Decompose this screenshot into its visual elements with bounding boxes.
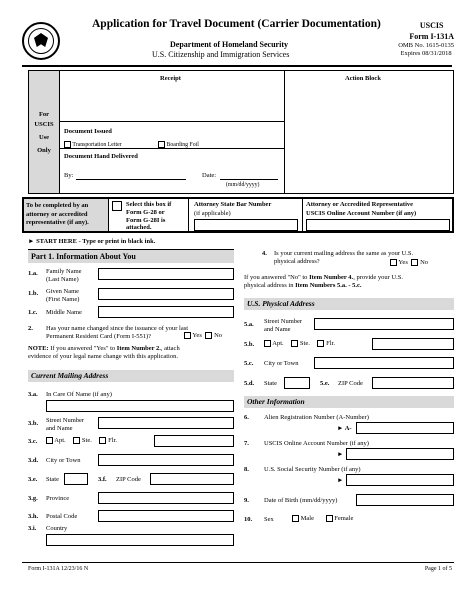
physical-city-input[interactable] — [314, 357, 454, 369]
q1b-number: 1.b. — [28, 290, 39, 297]
side-only: Only — [37, 147, 51, 154]
omb-block — [398, 42, 454, 58]
g28-line-4: attached. — [126, 224, 152, 232]
mailing-street-label — [46, 417, 84, 432]
middle-name-label: Middle Name — [46, 309, 82, 316]
sex-female-label: Female — [334, 515, 354, 522]
bar-number-line-1: Attorney State Bar Number — [194, 201, 272, 208]
q1c-number: 1.c. — [28, 309, 38, 316]
physical-heading: U.S. Physical Address — [247, 299, 315, 308]
page-number: Page 1 of 5 — [424, 566, 452, 572]
q3g-number: 3.g. — [28, 495, 38, 502]
document-issued-label: Document Issued — [64, 128, 112, 135]
sex-female-checkbox[interactable] — [326, 515, 333, 522]
q3i-number: 3.i. — [28, 525, 37, 532]
expiration-date: Expires 08/31/2018 — [400, 50, 452, 57]
given-name-input[interactable] — [98, 288, 234, 300]
mailing-apt-label: Apt. — [54, 437, 66, 444]
sex-label: Sex — [264, 516, 274, 523]
mailing-postal-code-label: Postal Code — [46, 513, 78, 520]
q10-number: 10. — [244, 516, 253, 523]
same-address-line-1: Is your current mailing address the same as your U.S. — [274, 250, 414, 257]
other-heading: Other Information — [247, 397, 305, 406]
form-edition: Form I-131A 12/23/16 N — [28, 566, 89, 572]
physical-city-label: City or Town — [264, 360, 299, 367]
q4-number: 4. — [262, 250, 267, 257]
name-change-yes-label: Yes — [192, 332, 202, 339]
footer-rule — [22, 562, 454, 563]
note-text-3: evidence of your legal name change with this application. — [28, 352, 178, 360]
divider — [108, 199, 109, 231]
a-number-label: Alien Registration Number (A-Number) — [264, 414, 369, 421]
mailing-street-line-2: and Name — [46, 424, 73, 432]
transportation-letter-label: Transportation Letter — [72, 141, 122, 148]
sex-male-checkbox[interactable] — [292, 515, 299, 522]
care-of-label: In Care Of Name (if any) — [46, 391, 112, 398]
by-label: By: — [64, 172, 74, 179]
boarding-foil-checkbox[interactable] — [158, 141, 165, 148]
completed-by-line-1: To be completed by an — [26, 202, 89, 209]
mailing-country-label: Country — [46, 525, 68, 532]
mailing-city-input[interactable] — [98, 454, 234, 466]
q4-note-text-2: , provide your U.S. — [353, 274, 404, 281]
given-name-line-1: Given Name — [46, 288, 80, 295]
same-address-yes-checkbox[interactable] — [390, 259, 397, 266]
receipt-label: Receipt — [160, 75, 181, 82]
physical-state-label: State — [264, 380, 277, 387]
divider — [59, 70, 60, 194]
arrow-right-icon: ► — [337, 477, 344, 484]
bar-number-label — [194, 201, 271, 218]
header-rule — [22, 65, 452, 67]
note-text-1: If you answered "Yes" to — [48, 345, 117, 352]
same-address-options — [390, 259, 428, 267]
physical-street-label — [264, 318, 302, 333]
physical-ste-checkbox[interactable] — [291, 340, 298, 347]
mailing-state-select[interactable] — [64, 473, 88, 485]
physical-unit-input[interactable] — [372, 338, 454, 350]
side-use: Use — [38, 134, 50, 141]
completed-by-line-3: representative (if any). — [26, 219, 89, 226]
ssn-label: U.S. Social Security Number (if any) — [264, 466, 361, 473]
arrow-right-icon: ► — [337, 451, 344, 458]
form-title: Application for Travel Document (Carrier Documentation) — [92, 18, 381, 30]
action-block-label: Action Block — [345, 75, 381, 82]
q4-note-text-3: physical address in — [244, 281, 296, 289]
physical-street-line-2: and Name — [264, 325, 291, 333]
q4-note-item: Item Number 4. — [309, 274, 354, 281]
mailing-street-input[interactable] — [98, 417, 234, 429]
family-name-line-1: Family Name — [46, 268, 82, 275]
given-name-label — [46, 288, 79, 303]
q5e-number: 5.e. — [320, 380, 330, 387]
q1a-number: 1.a. — [28, 270, 38, 277]
physical-ste-label: Ste. — [299, 340, 310, 347]
q3h-number: 3.h. — [28, 513, 39, 520]
boarding-foil-option[interactable] — [158, 141, 199, 148]
q3a-number: 3.a. — [28, 391, 38, 398]
agency-name: U.S. Citizenship and Immigration Services — [152, 50, 290, 59]
divider — [284, 70, 285, 194]
mailing-zip-label: ZIP Code — [116, 476, 141, 483]
rep-account-line-1: Attorney or Accredited Representative — [306, 201, 414, 208]
name-change-line-1: Has your name changed since the issuance of your last — [46, 325, 189, 332]
mailing-unit-input[interactable] — [154, 435, 234, 447]
divider — [59, 148, 284, 149]
ssn-input[interactable] — [346, 474, 454, 486]
divider — [188, 199, 189, 231]
physical-flr-checkbox[interactable] — [317, 340, 324, 347]
by-line[interactable] — [76, 179, 186, 180]
q4-note-text-1: If you answered "No" to — [244, 274, 310, 281]
divider — [59, 121, 284, 122]
family-name-line-2: (Last Name) — [46, 275, 79, 283]
name-change-yes-checkbox[interactable] — [184, 332, 191, 339]
note-text-2: , attach — [160, 345, 180, 352]
q3b-number: 3.b. — [28, 420, 39, 427]
q3f-number: 3.f. — [98, 476, 107, 483]
q6-number: 6. — [244, 414, 249, 421]
mailing-apt-checkbox[interactable] — [46, 437, 53, 444]
q5b-number: 5.b. — [244, 341, 255, 348]
q3c-number: 3.c. — [28, 438, 38, 445]
q3e-number: 3.e. — [28, 476, 38, 483]
bar-number-line-2: (if applicable) — [194, 209, 231, 217]
q2-number: 2. — [28, 325, 33, 332]
q5c-number: 5.c. — [244, 360, 254, 367]
mailing-street-line-1: Street Number — [46, 417, 85, 424]
q4-note-items: Item Numbers 5.a. - 5.c. — [295, 281, 362, 289]
side-for: For — [38, 111, 50, 118]
a-number-input[interactable] — [356, 422, 454, 434]
sex-options — [292, 515, 353, 523]
same-address-line-2: physical address? — [274, 257, 320, 265]
transportation-letter-option[interactable] — [64, 141, 122, 148]
start-here-text: START HERE - Type or print in black ink. — [36, 238, 156, 245]
q5d-number: 5.d. — [244, 380, 255, 387]
same-address-no-label: No — [420, 259, 429, 266]
same-address-yes-label: Yes — [398, 259, 408, 266]
transportation-letter-checkbox[interactable] — [64, 141, 71, 148]
date-of-birth-label: Date of Birth (mm/dd/yyyy) — [264, 497, 338, 504]
note-label: NOTE: — [28, 345, 49, 352]
mailing-unit-type — [46, 437, 117, 445]
note-item-ref: Item Number 2. — [116, 345, 161, 352]
q7-number: 7. — [244, 440, 249, 447]
completed-by-line-2: attorney or accredited — [26, 210, 88, 218]
date-label: Date: — [202, 172, 217, 179]
physical-unit-type — [264, 340, 335, 348]
g28-line-2: Form G-28 or — [126, 208, 165, 216]
side-uscis: USCIS — [34, 121, 54, 128]
uscis-use-sidebar — [29, 71, 59, 193]
name-change-line-2: Permanent Resident Card (Form I-551)? — [46, 332, 152, 340]
divider — [28, 249, 234, 250]
physical-apt-checkbox[interactable] — [264, 340, 271, 347]
start-here — [28, 238, 155, 245]
name-change-note — [28, 345, 238, 360]
mailing-heading: Current Mailing Address — [31, 371, 109, 380]
a-number-prefix: ► A- — [337, 425, 352, 432]
rep-account-field[interactable] — [306, 219, 450, 231]
mailing-province-label: Province — [46, 495, 70, 502]
mailing-flr-checkbox[interactable] — [99, 437, 106, 444]
g28-line-1: Select this box if — [126, 201, 172, 208]
date-format-hint: (mm/dd/yyyy) — [226, 182, 260, 188]
sex-male-label: Male — [300, 515, 314, 522]
arrow-right-icon: ► — [28, 238, 35, 245]
omb-number: OMB No. 1615-0135 — [398, 42, 454, 49]
care-of-input[interactable] — [46, 400, 234, 412]
physical-street-line-1: Street Number — [264, 318, 303, 325]
same-address-no-checkbox[interactable] — [411, 259, 418, 266]
name-change-question — [46, 325, 188, 340]
g28-attached-checkbox[interactable] — [112, 201, 122, 211]
mailing-zip-input[interactable] — [150, 473, 234, 485]
rep-account-line-2: USCIS Online Account Number (if any) — [306, 209, 417, 217]
mailing-ste-label: Ste. — [81, 437, 92, 444]
date-of-birth-input[interactable] — [356, 494, 454, 506]
online-account-label: USCIS Online Account Number (if any) — [264, 440, 369, 447]
attorney-box-label — [26, 202, 89, 228]
same-address-note — [244, 274, 403, 289]
mailing-city-label: City or Town — [46, 457, 81, 464]
q5a-number: 5.a. — [244, 321, 254, 328]
divider — [302, 199, 303, 231]
physical-apt-label: Apt. — [272, 340, 284, 347]
form-id-block — [409, 20, 454, 42]
date-line[interactable] — [220, 179, 278, 180]
physical-zip-input[interactable] — [372, 377, 454, 389]
mailing-postal-code-input[interactable] — [98, 510, 234, 522]
name-change-no-label: No — [214, 332, 223, 339]
rep-account-label — [306, 201, 416, 218]
mailing-ste-checkbox[interactable] — [73, 437, 80, 444]
uscis-use-label — [37, 108, 51, 121]
department-name: Department of Homeland Security — [170, 40, 288, 49]
mailing-country-input[interactable] — [46, 534, 234, 546]
g28-line-3: Form G-28I is — [126, 216, 166, 224]
mailing-flr-label: Flr. — [108, 437, 117, 444]
g28-label — [126, 201, 171, 232]
bar-number-field[interactable] — [194, 219, 298, 231]
physical-flr-label: Flr. — [326, 340, 335, 347]
physical-state-select[interactable] — [284, 377, 310, 389]
family-name-label — [46, 268, 82, 283]
name-change-options — [184, 332, 222, 340]
form-number: Form I-131A — [409, 32, 454, 41]
part1-heading: Part 1. Information About You — [28, 250, 234, 263]
name-change-no-checkbox[interactable] — [205, 332, 212, 339]
middle-name-input[interactable] — [98, 306, 234, 318]
family-name-input[interactable] — [98, 268, 234, 280]
boarding-foil-label: Boarding Foil — [166, 141, 199, 148]
q8-number: 8. — [244, 466, 249, 473]
online-account-input[interactable] — [346, 448, 454, 460]
agency-short: USCIS — [419, 21, 444, 30]
physical-street-input[interactable] — [314, 318, 454, 330]
mailing-province-input[interactable] — [98, 492, 234, 504]
mailing-state-label: State — [46, 476, 59, 483]
q9-number: 9. — [244, 497, 249, 504]
physical-zip-label: ZIP Code — [338, 380, 363, 387]
hand-delivered-label: Document Hand Delivered — [64, 153, 138, 160]
given-name-line-2: (First Name) — [46, 295, 80, 303]
q3d-number: 3.d. — [28, 457, 39, 464]
